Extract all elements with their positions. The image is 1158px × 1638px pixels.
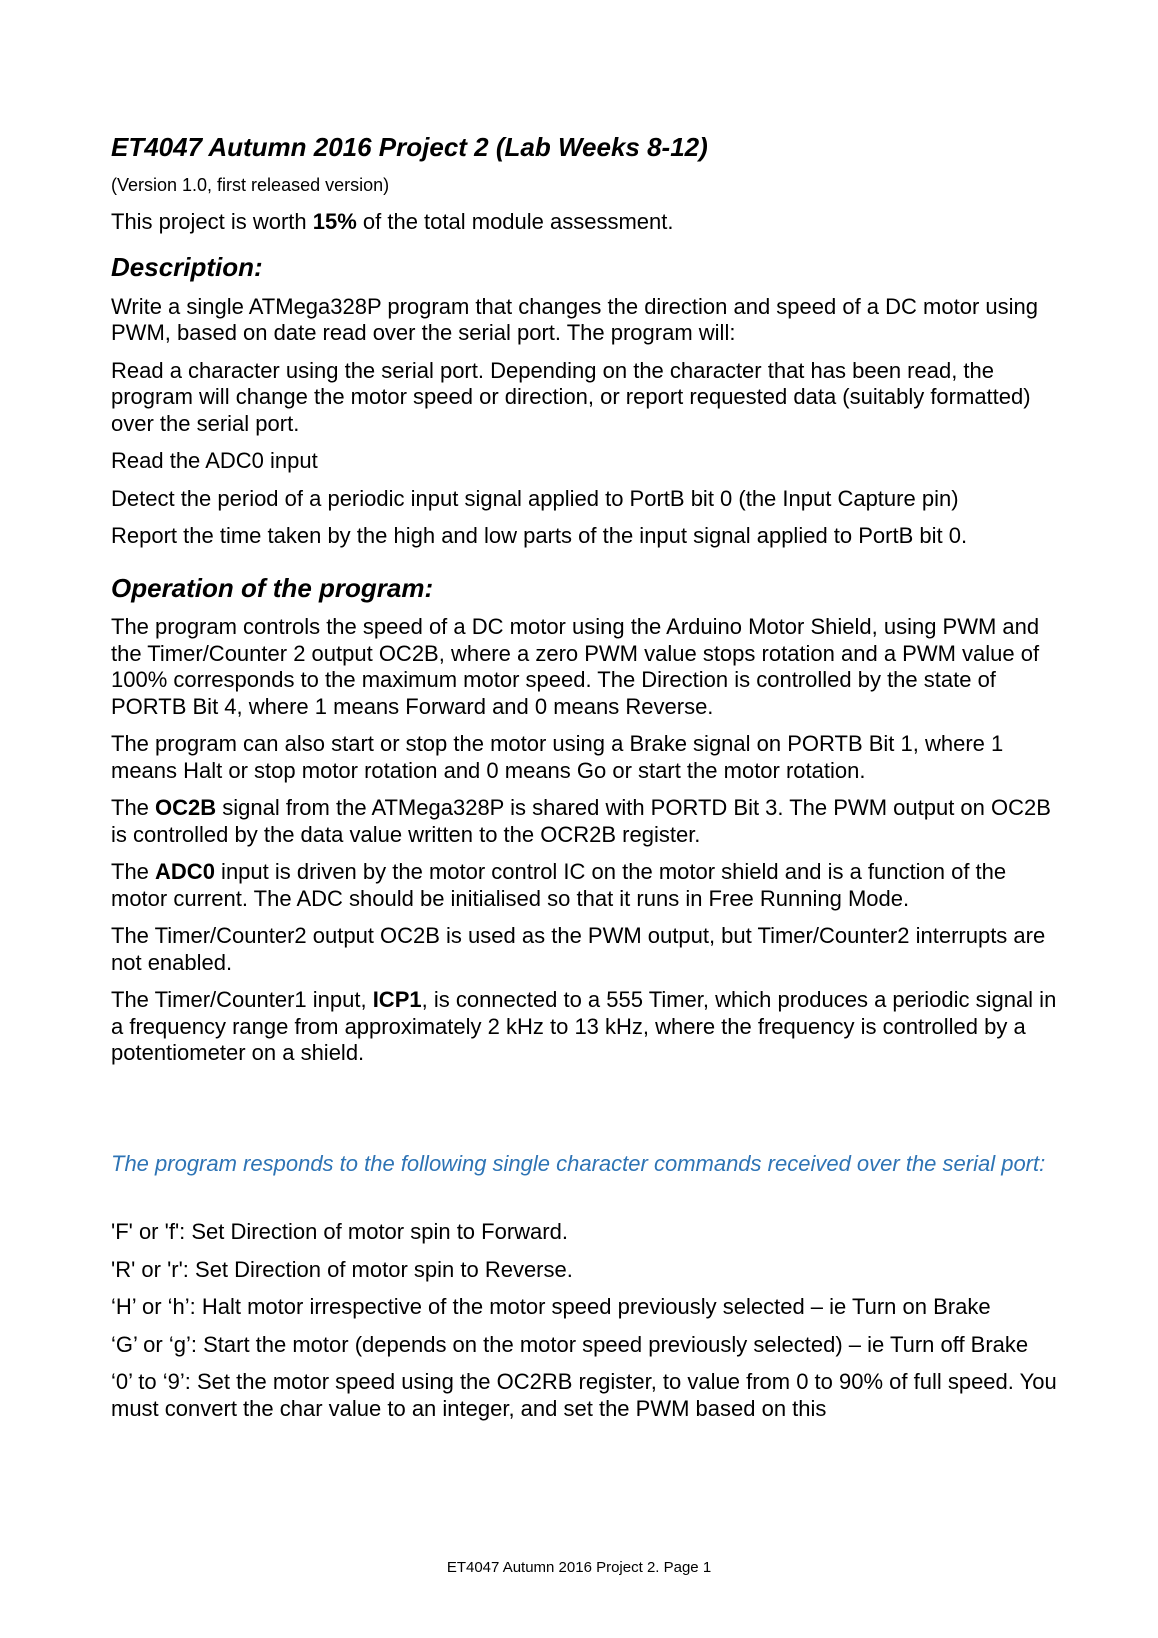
operation-paragraph <box>111 859 1061 912</box>
command-item: ‘H’ or ‘h’: Halt motor irrespective of the motor speed previously selected – ie Turn on Brake <box>111 1294 991 1320</box>
bold-term: ADC0 <box>155 859 215 885</box>
text-segment: input is driven by the motor control IC on the motor shield and is a function of the motor current. The ADC should be initialised so that it runs in Free Running Mode. <box>111 859 1007 911</box>
version-note: (Version 1.0, first released version) <box>111 174 390 195</box>
bold-term: ICP1 <box>372 987 422 1013</box>
text-segment: , is connected to a 555 Timer, which produces a periodic signal in a frequency range from approximately 2 kHz to 13 kHz, where the frequency is controlled by a potentiometer on a shield. <box>111 987 1057 1066</box>
operation-paragraph <box>111 987 1061 1067</box>
text-segment: The Timer/Counter1 input, <box>111 987 373 1013</box>
bold-term: OC2B <box>155 795 217 821</box>
document-title: ET4047 Autumn 2016 Project 2 (Lab Weeks 8-12) <box>111 132 708 162</box>
operation-paragraph: The Timer/Counter2 output OC2B is used as the PWM output, but Timer/Counter2 interrupts are not enabled. <box>111 923 1046 975</box>
commands-heading: The program responds to the following single character commands received over the serial port: <box>111 1150 1046 1176</box>
command-item: 'R' or 'r': Set Direction of motor spin to Reverse. <box>111 1256 573 1282</box>
worth-percent: 15% <box>312 208 357 234</box>
description-paragraph: Detect the period of a periodic input signal applied to PortB bit 0 (the Input Capture pin) <box>111 485 959 511</box>
worth-pre: This project is worth <box>111 208 313 234</box>
command-item: ‘G’ or ‘g’: Start the motor (depends on the motor speed previously selected) – ie Turn off Brake <box>111 1331 1029 1357</box>
text-segment: The <box>111 795 156 821</box>
description-paragraph: Read a character using the serial port. Depending on the character that has been read, the program will change the motor speed or direction, or report requested data (suitably formatted) over the serial port. <box>111 357 1031 436</box>
command-item: 'F' or 'f': Set Direction of motor spin to Forward. <box>111 1219 568 1245</box>
command-item: ‘0’ to ‘9’: Set the motor speed using the OC2RB register, to value from 0 to 90% of full speed. You must convert the char value to an integer, and set the PWM based on this <box>111 1369 1057 1421</box>
description-paragraph: Read the ADC0 input <box>111 448 318 474</box>
description-heading: Description: <box>111 252 263 283</box>
text-segment: The <box>111 859 156 885</box>
description-paragraph: Write a single ATMega328P program that changes the direction and speed of a DC motor using PWM, based on date read over the serial port. The program will: <box>111 293 1038 346</box>
operation-paragraph: The program can also start or stop the motor using a Brake signal on PORTB Bit 1, where 1 means Halt or stop motor rotation and 0 means Go or start the motor rotation. <box>111 731 1004 783</box>
operation-paragraph: The program controls the speed of a DC motor using the Arduino Motor Shield, using PWM and the Timer/Counter 2 output OC2B, where a zero PWM value stops rotation and a PWM value of 100% corresponds to the maximum motor speed. The Direction is controlled by the state of PORTB Bit 4, where 1 means Forward and 0 means Reverse. <box>111 614 1040 719</box>
operation-paragraph <box>111 795 1061 848</box>
worth-paragraph <box>111 209 1061 236</box>
operation-heading: Operation of the program: <box>111 572 434 603</box>
page-footer: ET4047 Autumn 2016 Project 2. Page 1 <box>446 1559 712 1576</box>
text-segment: signal from the ATMega328P is shared with PORTD Bit 3. The PWM output on OC2B is controlled by the data value written to the OCR2B register. <box>111 795 1051 847</box>
description-paragraph: Report the time taken by the high and low parts of the input signal applied to PortB bit 0. <box>111 523 968 549</box>
document-page <box>111 131 1061 1433</box>
worth-post: of the total module assessment. <box>356 208 674 234</box>
